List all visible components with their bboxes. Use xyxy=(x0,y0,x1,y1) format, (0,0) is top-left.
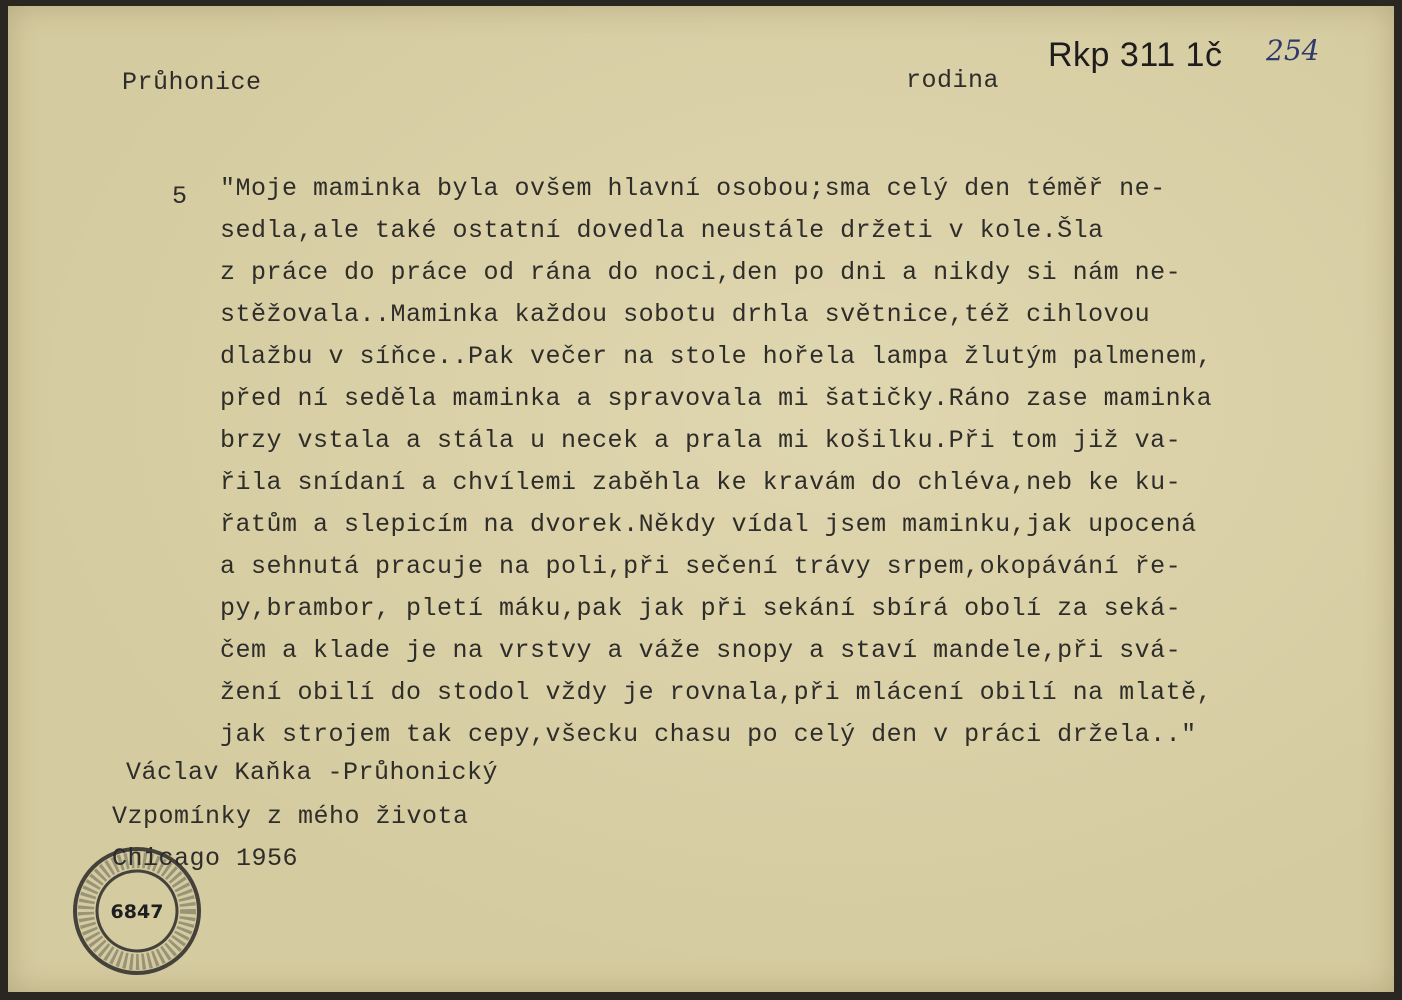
quote-line: z práce do práce od rána do noci,den po dni a nikdy si nám ne- xyxy=(220,258,1182,287)
quote-line: dlažbu v síňce..Pak večer na stole hořela lampa žlutým palmenem, xyxy=(220,342,1213,371)
author-line: Václav Kaňka -Průhonický xyxy=(126,758,499,787)
entry-number: 5 xyxy=(172,182,188,211)
quote-line: řila snídaní a chvílemi zaběhla ke kravám do chléva,neb ke ku- xyxy=(220,468,1182,497)
quote-line: a sehnutá pracuje na poli,při sečení trávy srpem,okopávání ře- xyxy=(220,552,1182,581)
place-year-line: Chicago 1956 xyxy=(112,844,299,873)
quote-line: py,brambor, pletí máku,pak jak při sekání sbírá obolí za seká- xyxy=(220,594,1182,623)
quote-line: sedla,ale také ostatní dovedla neustále držeti v kole.Šla xyxy=(220,216,1104,245)
quote-line: "Moje maminka byla ovšem hlavní osobou;sma celý den téměř ne- xyxy=(220,174,1166,203)
quote-line: jak strojem tak cepy,všecku chasu po celý den v práci držela.." xyxy=(220,720,1197,749)
place-label: Průhonice xyxy=(122,68,262,97)
quote-line: stěžovala..Maminka každou sobotu drhla světnice,též cihlovou xyxy=(220,300,1151,329)
stamp-number: 6847 xyxy=(110,901,164,923)
quote-line: brzy vstala a stála u necek a prala mi košilku.Při tom již va- xyxy=(220,426,1182,455)
quote-line: žení obilí do stodol vždy je rovnala,při mlácení obilí na mlatě, xyxy=(220,678,1213,707)
quote-line: před ní seděla maminka a spravovala mi šatičky.Ráno zase maminka xyxy=(220,384,1213,413)
book-title-line: Vzpomínky z mého života xyxy=(112,802,469,831)
archive-stamp-icon xyxy=(70,844,204,978)
shelfmark: Rkp 311 1č xyxy=(1048,36,1223,74)
quote-line: čem a klade je na vrstvy a váže snopy a staví mandele,při svá- xyxy=(220,636,1182,665)
topic-label: rodina xyxy=(906,66,1000,95)
quote-line: řatům a slepicím na dvorek.Někdy vídal jsem maminku,jak upocená xyxy=(220,510,1197,539)
handwritten-number: 254 xyxy=(1266,34,1320,67)
archive-card xyxy=(8,6,1394,992)
